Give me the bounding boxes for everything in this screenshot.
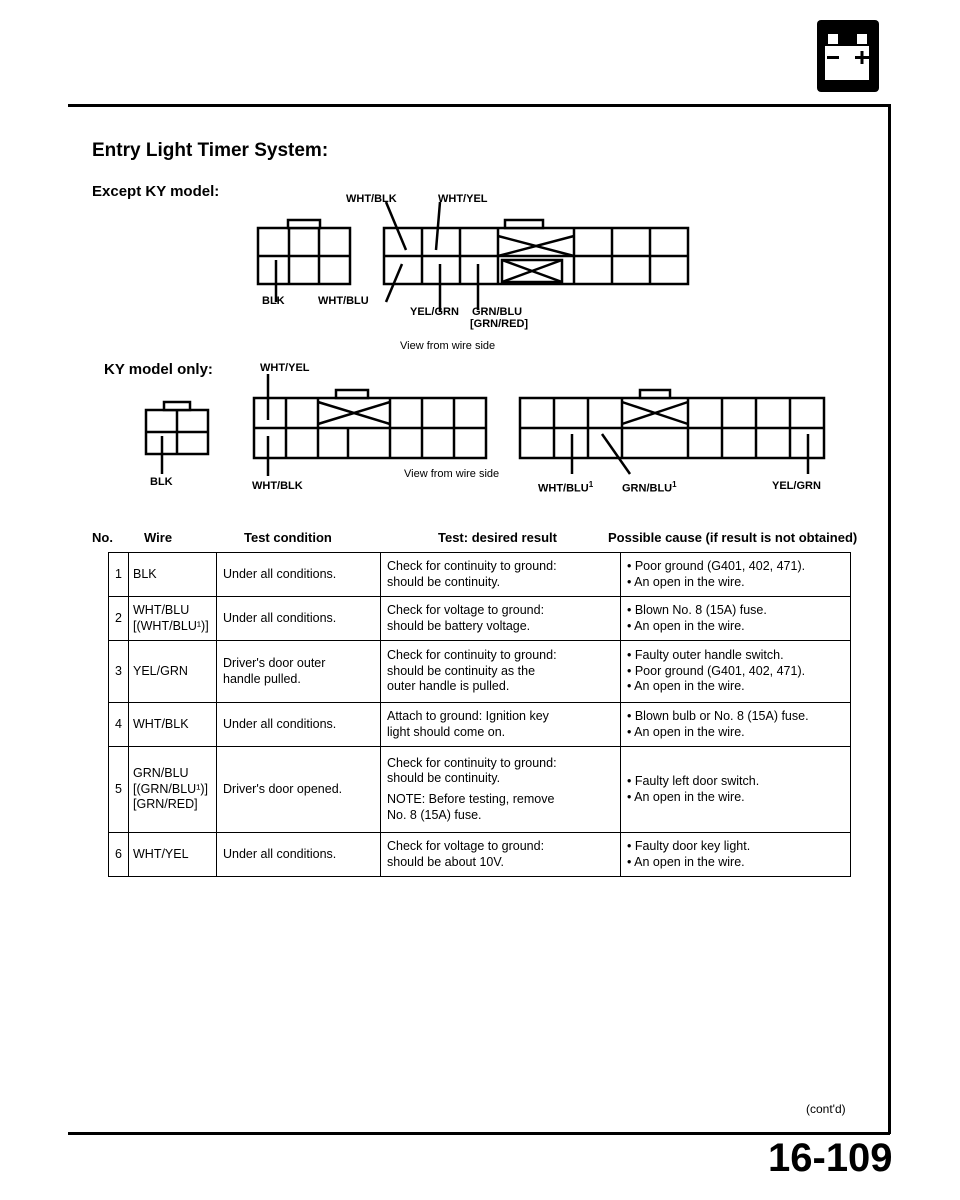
cell-cause <box>621 641 851 703</box>
label-yel-grn-ky: YEL/GRN <box>772 480 821 492</box>
continued-note: (cont'd) <box>806 1102 846 1116</box>
condition-line: Under all conditions. <box>223 716 337 731</box>
view-from-wire-side-top: View from wire side <box>400 340 496 352</box>
wire-line: [(WHT/BLU¹)] <box>133 618 209 633</box>
wire-line: GRN/BLU <box>133 766 189 781</box>
page-number: 16-109 <box>768 1136 893 1180</box>
result-line: Check for voltage to ground: <box>387 838 545 853</box>
table-row <box>109 747 851 833</box>
cell-wire <box>129 553 217 597</box>
cell-no: 4 <box>109 703 129 747</box>
wire-line: WHT/BLK <box>133 716 189 731</box>
condition-line: Under all conditions. <box>223 610 337 625</box>
test-table <box>108 552 851 877</box>
wire-line: BLK <box>133 566 157 581</box>
cell-result <box>381 553 621 597</box>
cell-cause <box>621 553 851 597</box>
wire-line: [(GRN/BLU¹)] <box>133 781 208 796</box>
cell-wire <box>129 747 217 833</box>
cell-result <box>381 641 621 703</box>
cause-line: • Faulty door key light. <box>627 838 751 853</box>
condition-line: Under all conditions. <box>223 566 337 581</box>
connector-diagram-ky <box>140 370 840 480</box>
cause-line: • An open in the wire. <box>627 789 745 804</box>
wire-line: WHT/BLU <box>133 602 190 617</box>
table-row <box>109 553 851 597</box>
label-yel-grn-top: YEL/GRN <box>410 306 459 318</box>
cell-result <box>381 747 621 833</box>
condition-line: Driver's door opened. <box>223 781 343 796</box>
cell-wire <box>129 597 217 641</box>
cause-line: • Poor ground (G401, 402, 471). <box>627 558 806 573</box>
wire-line: [GRN/RED] <box>133 797 198 812</box>
cause-line: • Poor ground (G401, 402, 471). <box>627 663 806 678</box>
label-wht-yel-top: WHT/YEL <box>438 193 488 205</box>
result-line: outer handle is pulled. <box>387 679 510 694</box>
cell-condition <box>217 833 381 877</box>
cause-line: • An open in the wire. <box>627 854 745 869</box>
header-possible-cause: Possible cause (if result is not obtained) <box>608 530 858 545</box>
wire-line: WHT/YEL <box>133 846 189 861</box>
footer-rule <box>68 1132 890 1135</box>
header-rule <box>68 104 890 107</box>
label-wht-blk-ky: WHT/BLK <box>252 480 303 492</box>
result-line: should be battery voltage. <box>387 618 531 633</box>
condition-line: handle pulled. <box>223 671 301 686</box>
label-wht-yel-ky: WHT/YEL <box>260 362 310 374</box>
cause-line: • An open in the wire. <box>627 724 745 739</box>
cell-condition <box>217 553 381 597</box>
condition-line: Driver's door outer <box>223 655 326 670</box>
cause-line: • An open in the wire. <box>627 679 745 694</box>
result-line: Attach to ground: Ignition key <box>387 708 549 723</box>
result-line: Check for voltage to ground: <box>387 602 545 617</box>
cause-line: • Faulty left door switch. <box>627 773 760 788</box>
cell-condition <box>217 641 381 703</box>
cell-result <box>381 833 621 877</box>
label-blk-ky: BLK <box>150 476 173 488</box>
cell-wire <box>129 641 217 703</box>
right-border <box>888 104 891 1134</box>
result-line: Check for continuity to ground: <box>387 558 557 573</box>
cell-cause <box>621 703 851 747</box>
result-line: should be continuity. <box>387 771 501 786</box>
cell-no: 1 <box>109 553 129 597</box>
result-line: should be continuity as the <box>387 663 536 678</box>
battery-icon <box>813 16 883 96</box>
label-grn-blu-ky: GRN/BLU$^1$ <box>622 480 677 495</box>
wire-line: YEL/GRN <box>133 663 188 678</box>
ky-model-label: KY model only: <box>104 361 213 378</box>
result-line: Check for continuity to ground: <box>387 648 557 663</box>
result-line: should be continuity. <box>387 574 501 589</box>
view-from-wire-side-ky: View from wire side <box>404 468 500 480</box>
cause-line: • An open in the wire. <box>627 574 745 589</box>
label-wht-blk-top: WHT/BLK <box>346 193 397 205</box>
cause-line: • Blown No. 8 (15A) fuse. <box>627 602 767 617</box>
cell-condition <box>217 703 381 747</box>
result-line: No. 8 (15A) fuse. <box>387 807 482 822</box>
condition-line: Under all conditions. <box>223 846 337 861</box>
cause-line: • An open in the wire. <box>627 618 745 633</box>
label-wht-blu-top: WHT/BLU <box>318 295 369 307</box>
cell-cause <box>621 747 851 833</box>
cause-line: • Blown bulb or No. 8 (15A) fuse. <box>627 708 809 723</box>
label-grn-red-top: [GRN/RED] <box>470 318 529 330</box>
header-desired-result: Test: desired result <box>438 530 557 545</box>
label-wht-blu-ky: WHT/BLU$^1$ <box>538 480 594 495</box>
table-row <box>109 597 851 641</box>
cell-condition <box>217 597 381 641</box>
header-wire: Wire <box>144 530 173 545</box>
cause-line: • Faulty outer handle switch. <box>627 648 784 663</box>
table-row <box>109 703 851 747</box>
except-model-label: Except KY model: <box>92 183 220 200</box>
label-blk-top: BLK <box>262 295 285 307</box>
result-line: should be about 10V. <box>387 854 505 869</box>
cell-no: 3 <box>109 641 129 703</box>
cell-wire <box>129 833 217 877</box>
cell-result <box>381 597 621 641</box>
page-title: Entry Light Timer System: <box>92 140 329 161</box>
result-line: Check for continuity to ground: <box>387 755 557 770</box>
cell-no: 5 <box>109 747 129 833</box>
table-row <box>109 641 851 703</box>
cell-no: 2 <box>109 597 129 641</box>
cell-cause <box>621 597 851 641</box>
result-line: light should come on. <box>387 724 506 739</box>
cell-no: 6 <box>109 833 129 877</box>
label-grn-blu-top: GRN/BLU <box>472 306 523 318</box>
header-test-condition: Test condition <box>244 530 332 545</box>
result-line: NOTE: Before testing, remove <box>387 792 555 806</box>
cell-cause <box>621 833 851 877</box>
table-row <box>109 833 851 877</box>
cell-result <box>381 703 621 747</box>
header-no: No. <box>92 530 113 545</box>
cell-condition <box>217 747 381 833</box>
cell-wire <box>129 703 217 747</box>
